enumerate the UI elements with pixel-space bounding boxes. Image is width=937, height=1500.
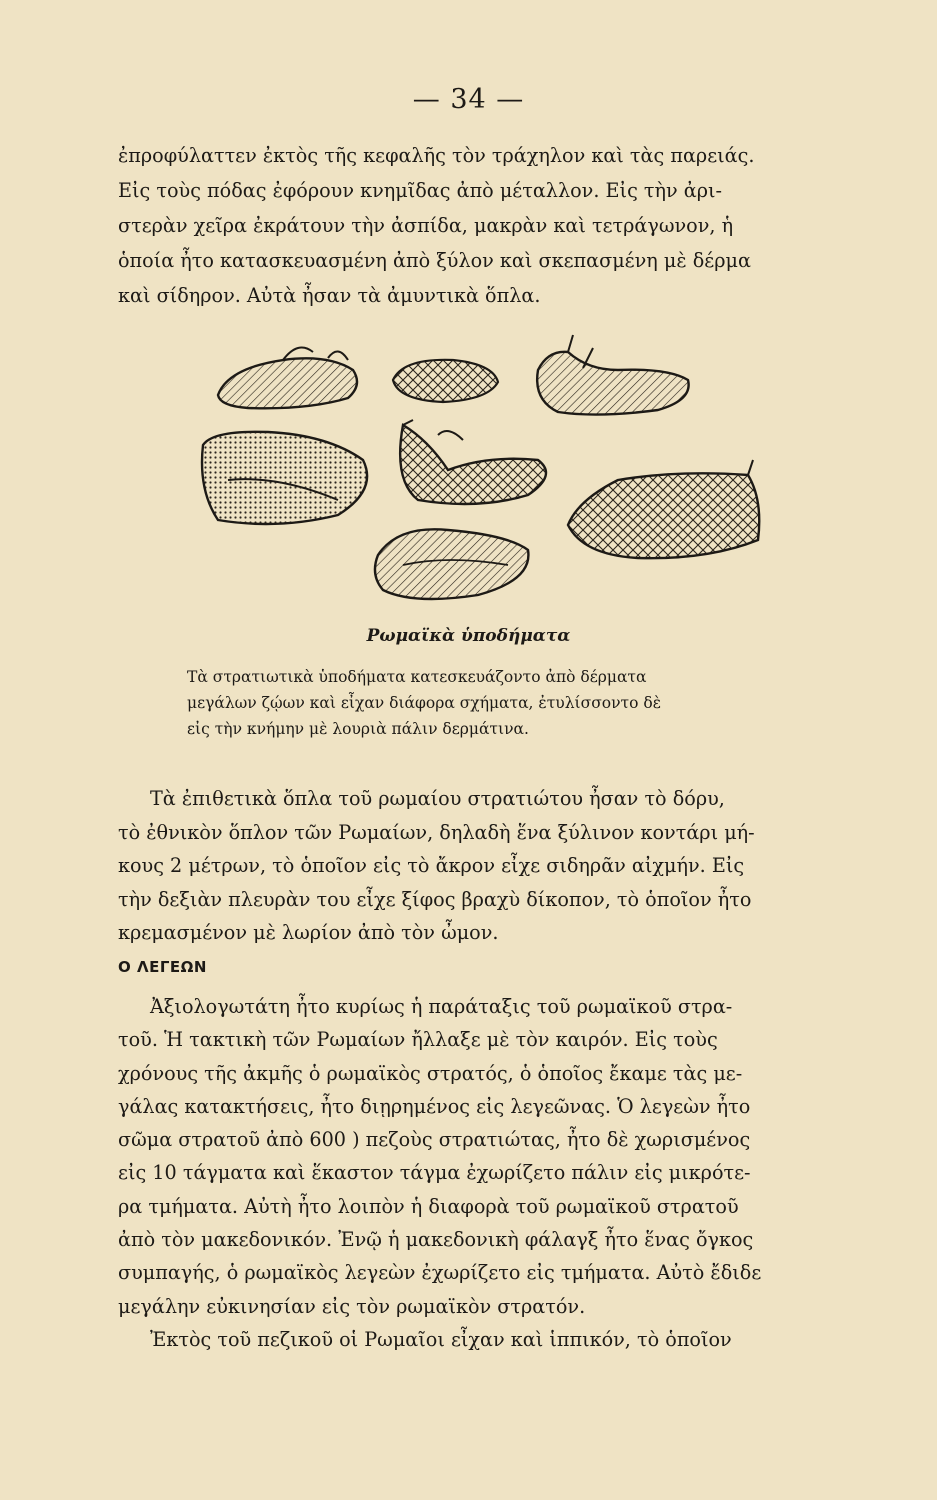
text-line: χρόνους τῆς ἀκμῆς ὁ ρωμαϊκὸς στρατός, ὁ ὁποῖος ἔκαμε τὰς με- [118,1061,743,1085]
page-number: — 34 — [412,84,525,115]
paragraph-offensive-arms [118,782,858,950]
section-heading: Ο ΛΕΓΕΩΝ [118,958,207,976]
text-line: Τὰ ἐπιθετικὰ ὅπλα τοῦ ρωμαίου στρατιώτου ἦσαν τὸ δόρυ, [150,787,725,810]
caption-line: εἰς τὴν κνήμην μὲ λουριὰ πάλιν δερμάτινα. [187,720,529,738]
boot-bottom-right [568,460,759,558]
text-line: τὸ ἐθνικὸν ὅπλον τῶν Ρωμαίων, δηλαδὴ ἕνα ξύλινον κοντάρι μή- [118,820,755,844]
text-line: Ἀξιολογωτάτη ἦτο κυρίως ἡ παράταξις τοῦ ρωμαϊκοῦ στρα- [150,995,733,1018]
text-line: τὴν δεξιὰν πλευρὰν του εἶχε ξίφος βραχὺ δίκοπον, τὸ ὁποῖον ἦτο [118,887,752,911]
shoe-middle-left [202,432,367,524]
sandal-bottom-center [375,529,528,599]
text-line: ρα τμήματα. Αὐτὴ ἦτο λοιπὸν ἡ διαφορὰ τοῦ ρωμαϊκοῦ στρατοῦ [118,1194,739,1218]
text-line: καὶ σίδηρον. Αὐτὰ ἦσαν τὰ ἀμυντικὰ ὅπλα. [118,284,541,307]
text-line: κους 2 μέτρων, τὸ ὁποῖον εἰς τὸ ἄκρον εἶχε σιδηρᾶν αἰχμήν. Εἰς [118,854,745,877]
paragraph-defensive-arms [118,138,858,313]
caption-line: Τὰ στρατιωτικὰ ὑποδήματα κατεσκευάζοντο ἀπὸ δέρματα [187,668,647,686]
text-line: σῶμα στρατοῦ ἀπὸ 600 ) πεζοὺς στρατιώτας, ἦτο δὲ χωρισμένος [118,1128,751,1152]
sandal-top-left [218,348,357,409]
text-line: τοῦ. Ἡ τακτικὴ τῶν Ρωμαίων ἤλλαξε μὲ τὸν καιρόν. Εἰς τοὺς [118,1028,718,1052]
text-line: στερὰν χεῖρα ἐκράτουν τὴν ἀσπίδα, μακρὰν καὶ τετράγωνον, ἡ [118,214,734,237]
figure-caption-title: Ρωμαϊκὰ ὑποδήματα [366,626,571,646]
figure-caption [187,664,827,742]
paragraph-legion [118,990,858,1356]
text-line: μεγάλην εὐκινησίαν εἰς τὸν ρωμαϊκὸν στρατόν. [118,1294,586,1318]
text-line: εἰς 10 τάγματα καὶ ἕκαστον τάγμα ἐχωρίζετο πάλιν εἰς μικρότε- [118,1161,751,1185]
text-line: ἀπὸ τὸν μακεδονικόν. Ἐνῷ ἡ μακεδονικὴ φάλαγξ ἦτο ἕνας ὄγκος [118,1228,754,1252]
caption-line: μεγάλων ζῴων καὶ εἶχαν διάφορα σχήματα, ἐτυλίσσοντο δὲ [187,694,662,712]
text-line: κρεμασμένον μὲ λωρίον ἀπὸ τὸν ὦμον. [118,921,499,944]
text-line: Ἐκτὸς τοῦ πεζικοῦ οἱ Ρωμαῖοι εἶχαν καὶ ἱππικόν, τὸ ὁποῖον [150,1327,732,1351]
text-line: ὁποία ἦτο κατασκευασμένη ἀπὸ ξύλον καὶ σκεπασμένη μὲ δέρμα [118,249,751,272]
roman-shoes-illustration [188,330,783,620]
boot-top-right [537,335,688,415]
text-line: γάλας κατακτήσεις, ἦτο διῃρημένος εἰς λεγεῶνας. Ὁ λεγεὼν ἦτο [118,1094,751,1118]
text-line: ἐπροφύλαττεν ἐκτὸς τῆς κεφαλῆς τὸν τράχηλον καὶ τὰς παρειάς. [118,144,755,167]
text-line: συμπαγής, ὁ ρωμαϊκὸς λεγεὼν ἐχωρίζετο εἰς τμήματα. Αὐτὸ ἔδιδε [118,1261,762,1285]
shoe-middle-center [400,420,546,504]
sandal-top-middle [393,360,498,402]
text-line: Εἰς τοὺς πόδας ἐφόρουν κνημῖδας ἀπὸ μέταλλον. Εἰς τὴν ἀρι- [118,179,723,202]
